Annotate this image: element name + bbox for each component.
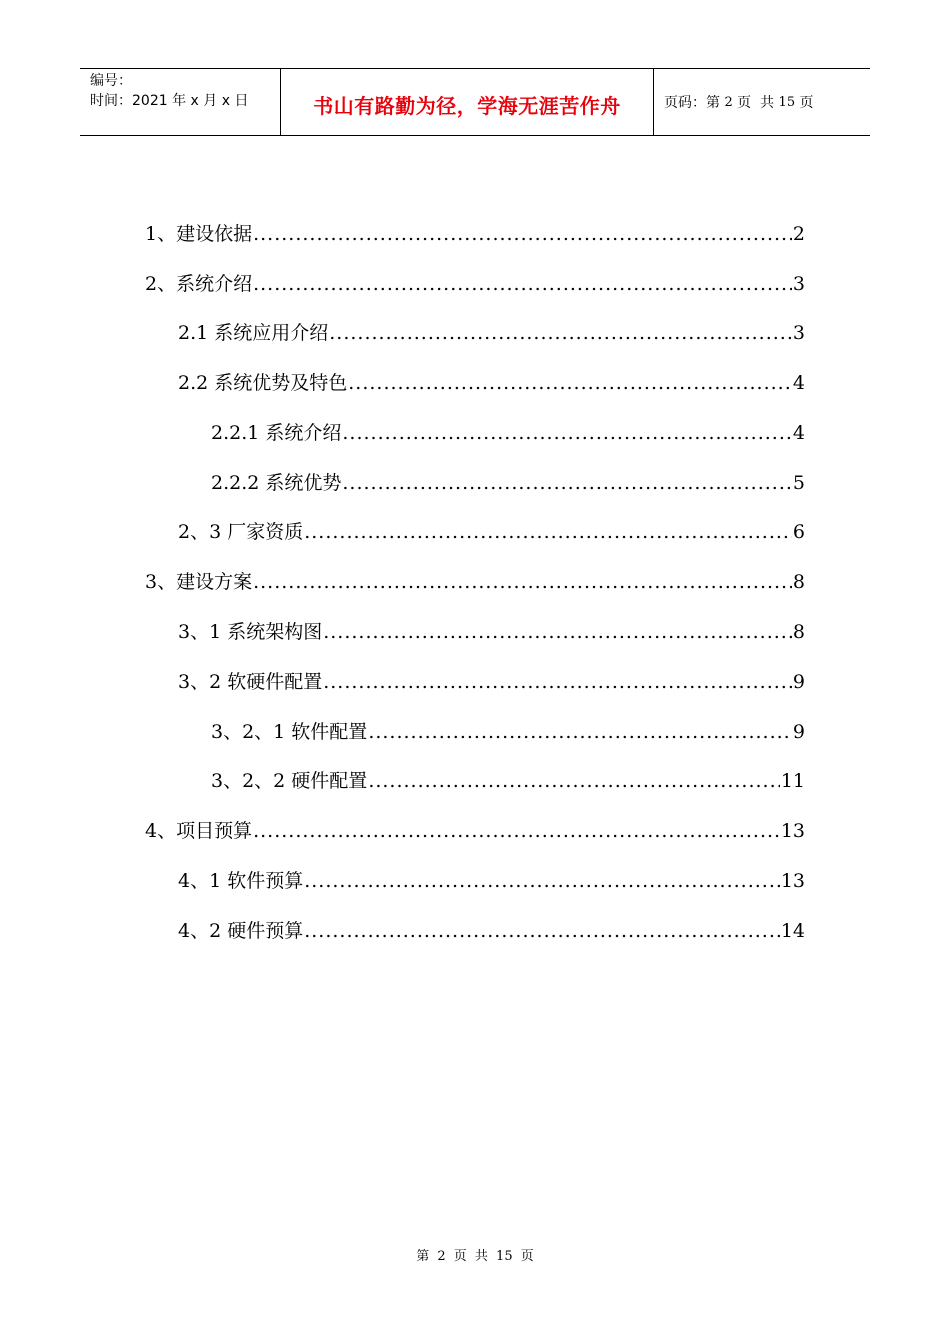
toc-entry[interactable]	[178, 916, 805, 946]
toc-leader-dots	[342, 422, 792, 444]
toc-entry[interactable]	[145, 816, 805, 846]
toc-entry-page: 13	[780, 820, 805, 842]
toc-entry-title: 2.1 系统应用介绍	[178, 322, 329, 344]
toc-entry-page: 8	[792, 621, 805, 643]
toc-leader-dots	[323, 671, 792, 693]
toc-entry[interactable]	[211, 418, 805, 448]
toc-leader-dots	[304, 920, 780, 942]
toc-entry-page: 9	[792, 721, 805, 743]
document-number-label: 编号：	[90, 73, 132, 89]
toc-entry-page: 14	[780, 920, 805, 942]
toc-entry-title: 3、1 系统架构图	[178, 621, 323, 643]
page-footer: 第 2 页 共 15 页	[416, 1249, 534, 1264]
toc-entry-title: 4、1 软件预算	[178, 870, 304, 892]
toc-leader-dots	[304, 870, 780, 892]
pager-suffix: 页	[795, 95, 814, 111]
toc-entry-title: 1、建设依据	[145, 223, 253, 245]
toc-entry-page: 8	[792, 571, 805, 593]
toc-entry-title: 2、系统介绍	[145, 273, 253, 295]
toc-leader-dots	[253, 273, 792, 295]
pager-total: 15	[778, 94, 796, 110]
toc-leader-dots	[348, 372, 792, 394]
toc-entry-title: 3、2 软硬件配置	[178, 671, 323, 693]
toc-entry-page: 13	[780, 870, 805, 892]
toc-entry[interactable]	[211, 717, 805, 747]
toc-entry[interactable]	[178, 368, 805, 398]
toc-entry-title: 2.2.2 系统优势	[211, 472, 342, 494]
toc-entry[interactable]	[145, 567, 805, 597]
toc-leader-dots	[323, 621, 792, 643]
toc-leader-dots	[342, 472, 792, 494]
toc-leader-dots	[329, 322, 792, 344]
pager-prefix: 页码：第	[664, 95, 725, 111]
toc-entry-title: 3、2、2 硬件配置	[211, 770, 368, 792]
toc-leader-dots	[368, 721, 792, 743]
toc-entry-page: 4	[792, 372, 805, 394]
toc-leader-dots	[304, 521, 792, 543]
toc-entry-page: 2	[792, 223, 805, 245]
toc-entry[interactable]	[145, 219, 805, 249]
toc-entry-page: 9	[792, 671, 805, 693]
toc-entry-title: 3、建设方案	[145, 571, 253, 593]
toc-entry[interactable]	[178, 318, 805, 348]
toc-entry[interactable]	[178, 667, 805, 697]
toc-entry[interactable]	[211, 468, 805, 498]
pager-current: 2	[724, 94, 733, 110]
toc-entry-page: 11	[780, 770, 805, 792]
toc-entry-title: 4、项目预算	[145, 820, 253, 842]
toc-leader-dots	[368, 770, 780, 792]
toc-entry[interactable]	[211, 766, 805, 796]
toc-entry-page: 6	[792, 521, 805, 543]
toc-leader-dots	[253, 820, 780, 842]
toc-entry-page: 4	[792, 422, 805, 444]
toc-entry[interactable]	[178, 517, 805, 547]
toc-entry-title: 3、2、1 软件配置	[211, 721, 368, 743]
toc-entry-title: 2.2.1 系统介绍	[211, 422, 342, 444]
pager-middle: 页 共	[732, 95, 779, 111]
toc-entry[interactable]	[178, 866, 805, 896]
toc-leader-dots	[253, 223, 792, 245]
toc-entry-page: 5	[792, 472, 805, 494]
toc-entry[interactable]	[145, 269, 805, 299]
document-time-label: 时间：2021 年 x 月 x 日	[90, 93, 249, 109]
toc-leader-dots	[253, 571, 792, 593]
toc-entry-title: 2.2 系统优势及特色	[178, 372, 348, 394]
toc-entry-page: 3	[792, 273, 805, 295]
toc-entry-page: 3	[792, 322, 805, 344]
toc-entry-title: 2、3 厂家资质	[178, 521, 304, 543]
toc-entry-title: 4、2 硬件预算	[178, 920, 304, 942]
header-motto: 书山有路勤为径，学海无涯苦作舟	[313, 93, 621, 118]
toc-entry[interactable]	[178, 617, 805, 647]
